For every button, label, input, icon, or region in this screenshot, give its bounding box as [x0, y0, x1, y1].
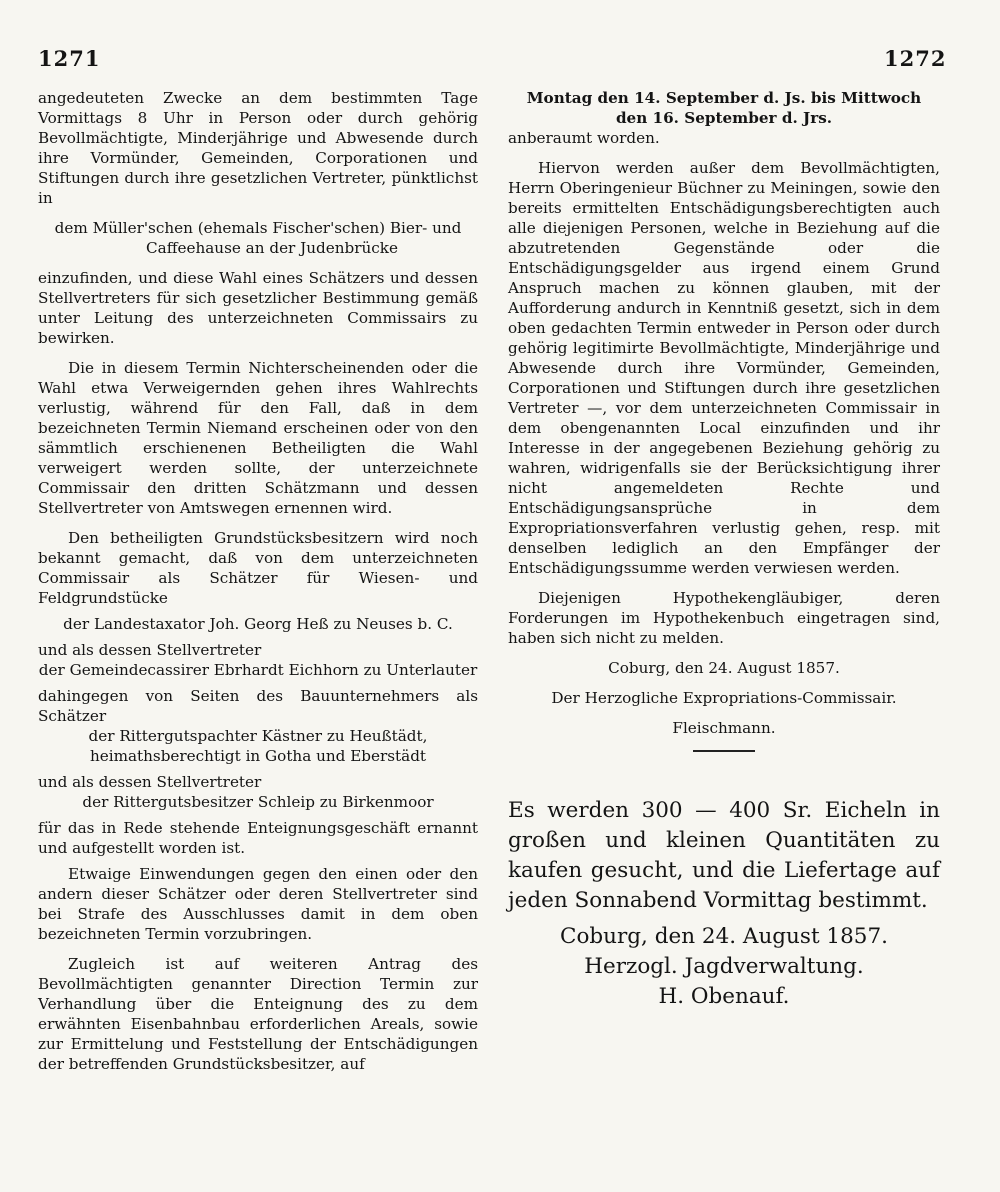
right-column	[508, 88, 940, 1012]
page-number-right: 1272	[884, 46, 947, 71]
contractor-side: dahingegen von Seiten des Bauunternehmers als Schätzer	[38, 687, 478, 725]
meeting-location: dem Müller'schen (ehemals Fischer'schen) Bier- und Caffeehause an der Judenbrücke	[54, 219, 462, 257]
hearing-date-line-1: Montag den 14. September d. Js. bis Mittwoch	[526, 89, 922, 107]
deputy-2: der Rittergutsbesitzer Schleip zu Birkenmoor	[82, 793, 434, 811]
hearing-date-line-2: den 16. September d. Jrs.	[615, 109, 833, 127]
ad-authority: Herzogl. Jagdverwaltung.	[584, 954, 864, 979]
paragraph-creditors: Diejenigen Hypothekengläubiger, deren Forderungen im Hypothekenbuch eingetragen sind, haben sich nicht zu melden.	[508, 589, 940, 647]
appraiser-2: der Rittergutspachter Kästner zu Heußtädt, heimathsberechtigt in Gotha und Eberstädt	[88, 727, 428, 765]
signature-name: Fleischmann.	[672, 719, 776, 737]
ad-signature: H. Obenauf.	[658, 984, 790, 1009]
paragraph-election: einzufinden, und diese Wahl eines Schätzers und dessen Stellvertreters für sich gesetzlicher Bestimmung gemäß unter Leitung des unterzeichneten Commissairs zu bewirken.	[38, 269, 478, 347]
place-date: Coburg, den 24. August 1857.	[608, 659, 840, 677]
page-number-left: 1271	[38, 46, 101, 71]
paragraph-summons: Hiervon werden außer dem Bevollmächtigten, Herrn Oberingenieur Büchner zu Meiningen, sowie den bereits ermittelten Entschädigungsberechtigten auch alle diejenigen Personen, welche in Beziehung auf die abzutretenden Gegenstände oder die Entschädigungsgelder aus irgend einem Grund Anspruch machen zu können glauben, mit der Aufforderung andurch in Kenntniß gesetzt, sich in dem oben gedachten Termin entweder in Person oder durch gehörig legitimirte Bevollmächtigte, Minderjährige und Abwesende durch ihre Vormünder, Gemeinden, Corporationen und Stiftungen durch ihre gesetzlichen Vertreter —, vor dem unterzeichneten Commissair in dem obengenannten Local einzufinden und ihr Interesse in der angegebenen Beziehung gehörig zu wahren, widrigenfalls sie der Berücksichtigung ihrer nicht angemeldeten Rechte und Entschädigungsansprüche in dem Expropriationsverfahren verlustig gehen, resp. mit denselben lediglich an den Empfänger der Entschädigungssumme werden verwiesen werden.	[508, 159, 940, 577]
scheduled-text: anberaumt worden.	[508, 129, 660, 147]
paragraph-objections: Etwaige Einwendungen gegen den einen oder den andern dieser Schätzer oder deren Stellvertreter sind bei Strafe des Ausschlusses damit in dem oben bezeichneten Termin vorzubringen.	[38, 865, 478, 943]
deputy-label-1: und als dessen Stellvertreter	[38, 641, 262, 659]
appraiser-1: der Landestaxator Joh. Georg Heß zu Neuses b. C.	[63, 615, 453, 633]
left-column	[38, 88, 478, 1074]
ad-place-date: Coburg, den 24. August 1857.	[560, 924, 888, 949]
paragraph-hearing: Zugleich ist auf weiteren Antrag des Bevollmächtigten genannter Direction Termin zur Verhandlung über die Enteignung des zu dem erwähnten Eisenbahnbau erforderlichen Areals, sowie zur Ermittelung und Feststellung der Entschädigungen der betreffenden Grundstücksbesitzer, auf	[38, 955, 478, 1073]
paragraph-notice: Den betheiligten Grundstücksbesitzern wird noch bekannt gemacht, daß von dem unterzeichneten Commissair als Schätzer für Wiesen- und Feldgrundstücke	[38, 529, 478, 607]
acorn-advertisement: Es werden 300 — 400 Sr. Eicheln in großen und kleinen Quantitäten zu kaufen gesucht, und die Liefertage auf jeden Sonnabend Vormittag bestimmt.	[508, 798, 940, 913]
paragraph-appointment: für das in Rede stehende Enteignungsgeschäft ernannt und aufgestellt worden ist.	[38, 819, 478, 857]
deputy-1: der Gemeindecassirer Ebrhardt Eichhorn zu Unterlauter	[38, 661, 478, 679]
deputy-label-2: und als dessen Stellvertreter	[38, 773, 262, 791]
authority-title: Der Herzogliche Expropriations-Commissair.	[551, 689, 897, 707]
paragraph-absentees: Die in diesem Termin Nichterscheinenden oder die Wahl etwa Verweigernden gehen ihres Wahlrechts verlustig, während für den Fall, daß in dem bezeichneten Termin Niemand erscheinen oder von den sämmtlich erschienenen Betheiligten die Wahl verweigert werden sollte, der unterzeichnete Commissair den dritten Schätzmann und dessen Stellvertreter von Amtswegen ernennen wird.	[38, 359, 478, 517]
paragraph-appearance: angedeuteten Zwecke an dem bestimmten Tage Vormittags 8 Uhr in Person oder durch gehörig Bevollmächtigte, Minderjährige und Abwesende durch ihre Vormünder, Gemeinden, Corporationen und Stiftungen durch ihre gesetzlichen Vertreter, pünktlichst in	[38, 89, 478, 207]
